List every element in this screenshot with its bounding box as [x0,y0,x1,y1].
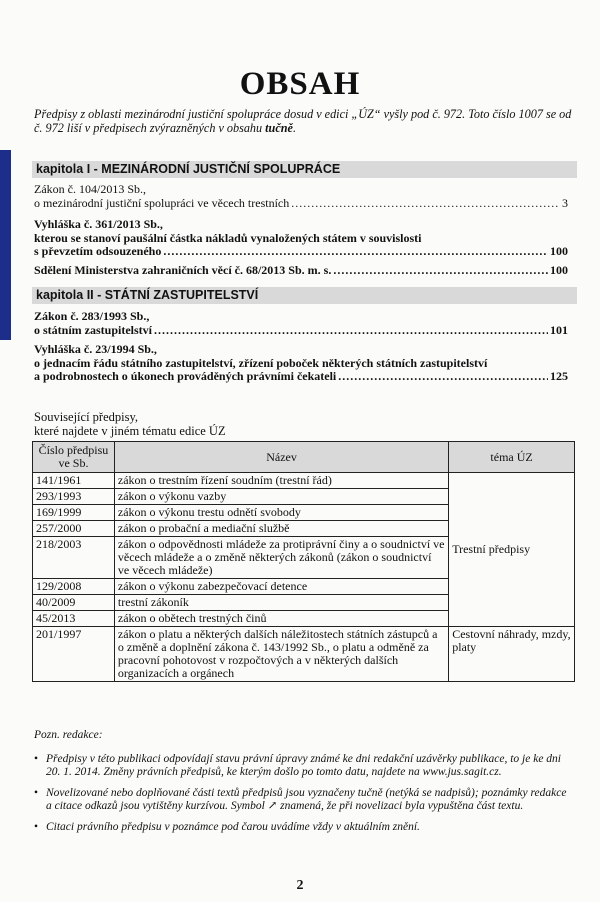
toc-entry[interactable] [34,183,568,210]
leader-dots [338,370,548,384]
column-header-name: Název [114,442,448,473]
toc-page-number: 101 [550,322,568,337]
note-item: • Citaci právního předpisu v poznámce pod čarou uvádíme vždy v aktuálním znění. [34,821,574,834]
regulation-name: zákon o obětech trestných činů [114,611,448,627]
toc-page-number: 125 [550,369,568,383]
toc-entry-line: Zákon č. 283/1993 Sb., [34,309,150,323]
page-number: 2 [296,878,304,893]
toc-entry[interactable] [34,343,568,384]
regulation-name: zákon o platu a některých dalších náležitostech státních zástupců a o změně a doplnění zákona č. 143/1992 Sb., o platu a odměně za pracovní pohotovost v rozpočtových a v některých dalších organizacích a orgánech [114,627,448,682]
chapter-accent-bar [0,150,11,340]
toc-page-number: 100 [550,263,568,277]
leader-dots [333,264,548,278]
toc-entry-line: Vyhláška č. 23/1994 Sb., [34,342,157,356]
column-header-topic: téma ÚZ [449,442,575,473]
related-intro-line: které najdete v jiném tématu edice ÚZ [34,424,226,438]
regulation-name: zákon o odpovědnosti mládeže za protiprávní činy a o soudnictví ve věcech mládeže a o změně některých zákonů (zákon o soudnictví ve věcech mládeže) [114,537,448,579]
notes-list [34,753,574,834]
regulation-number: 201/1997 [33,627,115,682]
leader-dots [163,245,548,259]
regulation-name: zákon o trestním řízení soudním (trestní řád) [114,473,448,489]
toc-entry-title: a podrobnostech o úkonech prováděných právními čekateli [34,369,337,383]
regulation-number: 45/2013 [33,611,115,627]
topic-cell: Cestovní náhrady, mzdy, platy [449,627,575,682]
topic-cell: Trestní předpisy [449,473,575,627]
regulation-name: zákon o výkonu zabezpečovací detence [114,579,448,595]
table-row [33,473,575,489]
toc-entry[interactable] [34,218,568,259]
regulation-number: 40/2009 [33,595,115,611]
regulation-number: 257/2000 [33,521,115,537]
column-header-number: Číslo předpisu ve Sb. [33,442,115,473]
regulation-name: zákon o výkonu trestu odnětí svobody [114,505,448,521]
regulation-number: 293/1993 [33,489,115,505]
regulation-name: zákon o výkonu vazby [114,489,448,505]
toc-entry-line: o jednacím řádu státního zastupitelství, zřízení poboček některých státních zastupitelství [34,355,488,370]
regulation-number: 169/1999 [33,505,115,521]
toc-entry-line: Vyhláška č. 361/2013 Sb., [34,217,163,231]
note-item: • Předpisy v této publikaci odpovídají stavu právní úpravy známé ke dni redakční uzávěrky publikace, to je ke dni 20. 1. 2014. Změny právních předpisů, ke kterým došlo po tomto datu, najdete na www.jus.sagit.cz. [34,753,574,779]
related-intro [34,410,226,438]
leader-dots [154,324,548,338]
regulation-name: trestní zákoník [114,595,448,611]
note-item: • Novelizované nebo doplňované části textů předpisů jsou vyznačeny tučně (netýká se nadpisů); poznámky redakce a citace odkazů jsou vytištěny kurzívou. Symbol ↗ znamená, že při novelizaci byla vypuštěna část textu. [34,787,574,813]
intro-text: Předpisy z oblasti mezinárodní justiční spolupráce dosud v edici „ÚZ“ vyšly pod č. 972. Toto číslo 1007 se od č. 972 liší v předpisech zvýrazněných v obsahu tučně. [34,107,572,135]
regulation-number: 141/1961 [33,473,115,489]
chapter-header-2: kapitola II - STÁTNÍ ZASTUPITELSTVÍ [32,287,577,304]
toc-entry[interactable] [34,264,568,278]
editorial-notes [34,729,574,842]
related-regulations-table [32,441,575,682]
toc-page-number: 100 [550,244,568,258]
table-header-row [33,442,575,473]
regulation-number: 218/2003 [33,537,115,579]
toc-page-number: 3 [562,195,568,210]
toc-entry-title: Sdělení Ministerstva zahraničních věcí č. 68/2013 Sb. m. s. [34,263,332,277]
notes-title: Pozn. redakce: [34,729,103,741]
toc-entry-title: s převzetím odsouzeného [34,244,162,258]
toc-entry-title: o mezinárodní justiční spolupráci ve věcech trestních [34,195,290,210]
toc-entry[interactable] [34,310,568,337]
related-intro-line: Související předpisy, [34,410,139,424]
toc-entry-title: o státním zastupitelství [34,322,152,337]
regulation-name: zákon o probační a mediační službě [114,521,448,537]
page-title: OBSAH [239,66,361,102]
regulation-number: 129/2008 [33,579,115,595]
toc-entry-line: Zákon č. 104/2013 Sb., [34,182,146,196]
chapter-header-1: kapitola I - MEZINÁRODNÍ JUSTIČNÍ SPOLUPRÁCE [32,161,577,178]
leader-dots [291,197,560,211]
table-row [33,627,575,682]
toc-entry-line: kterou se stanoví paušální částka nákladů vynaložených státem v souvislosti [34,230,422,245]
